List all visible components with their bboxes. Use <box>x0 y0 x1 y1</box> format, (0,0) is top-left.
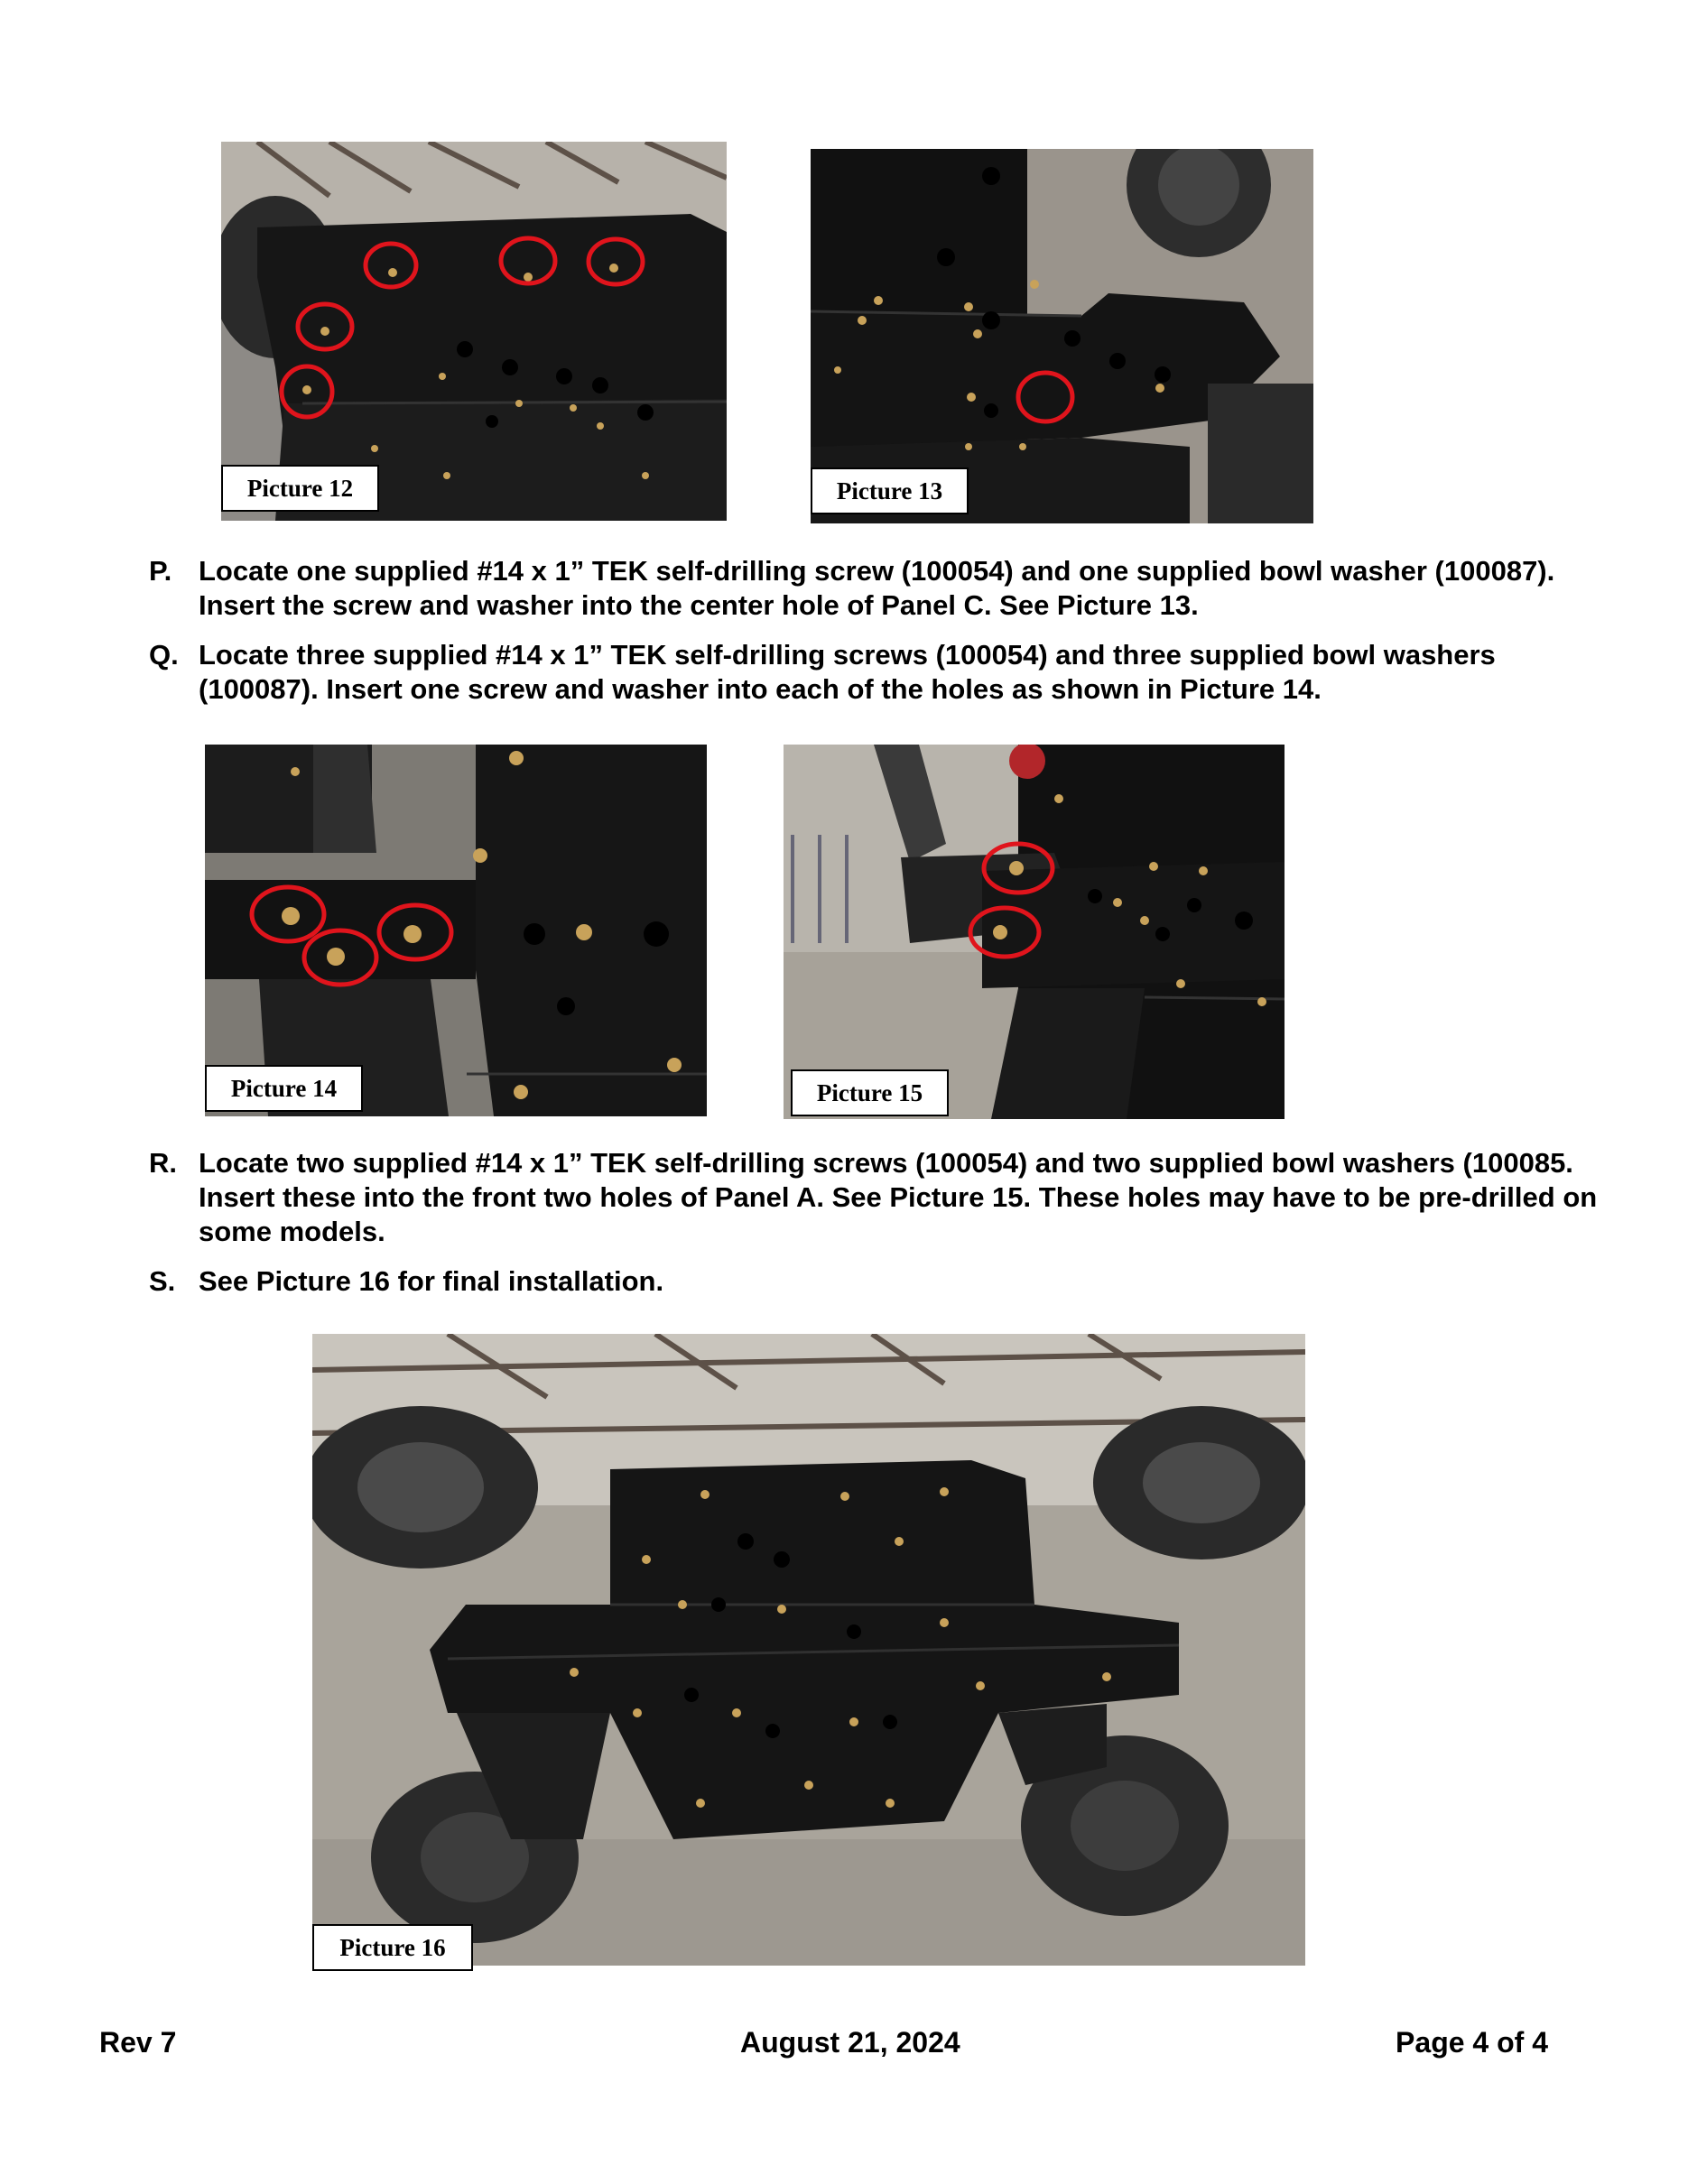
step-p-text: Locate one supplied #14 x 1” TEK self-drilling screw (100054) and one supplied bowl washer (100087). Insert the screw and washer into the center hole of Panel C. See Picture 13. <box>199 555 1555 621</box>
picture-12-photo <box>221 142 727 521</box>
step-r <box>149 1146 1611 1249</box>
step-r-letter: R. <box>149 1147 177 1179</box>
step-p <box>149 554 1611 623</box>
picture-14-photo <box>205 745 707 1116</box>
footer-revision: Rev 7 <box>99 2026 177 2059</box>
footer-date: August 21, 2024 <box>740 2026 960 2059</box>
step-s <box>149 1264 1611 1299</box>
step-r-text: Locate two supplied #14 x 1” TEK self-drilling screws (100054) and two supplied bowl washers (100085. Insert these into the front two holes of Panel A. See Picture 15. These holes may have to be pre-drilled on some models. <box>199 1147 1598 1247</box>
picture-14-caption: Picture 14 <box>205 1065 363 1112</box>
footer-page-number: Page 4 of 4 <box>1396 2026 1548 2059</box>
picture-16-caption: Picture 16 <box>312 1924 473 1971</box>
step-q <box>149 638 1611 707</box>
picture-16-photo <box>312 1334 1305 1966</box>
picture-12-caption: Picture 12 <box>221 465 379 512</box>
step-q-letter: Q. <box>149 639 179 671</box>
step-s-text: See Picture 16 for final installation. <box>199 1265 664 1297</box>
picture-15-caption: Picture 15 <box>791 1069 949 1116</box>
picture-13-caption: Picture 13 <box>811 467 969 514</box>
step-s-letter: S. <box>149 1265 176 1297</box>
step-p-letter: P. <box>149 555 172 587</box>
picture-15-photo <box>784 745 1285 1119</box>
step-q-text: Locate three supplied #14 x 1” TEK self-drilling screws (100054) and three supplied bowl washers (100087). Insert one screw and washer into each of the holes as shown in Picture 14. <box>199 639 1496 705</box>
